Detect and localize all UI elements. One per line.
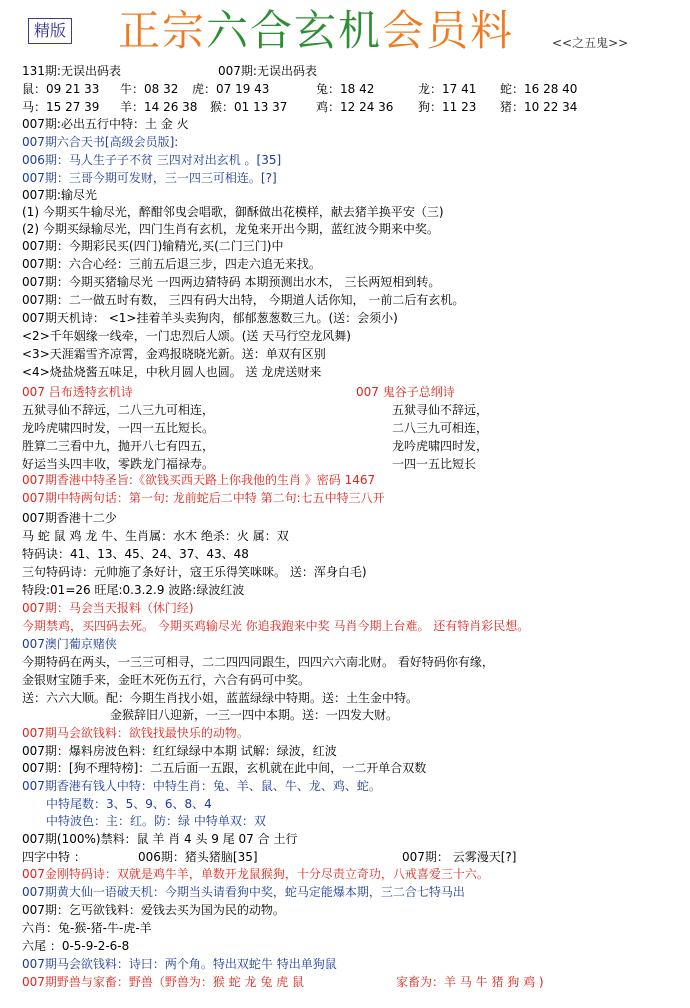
tianji-poem-3: <3>天涯霜雪齐凉霄，金鸡报晓晓光新。送：单双有区别 [22,347,326,361]
yeshou-line: 007期野兽与家畜：野兽（野兽为：猴 蛇 龙 兔 虎 鼠 [22,975,304,989]
macau-line-2: 金银财宝随手来，金旺木死伤五行，六合有码可中奖。 [22,673,311,687]
tianji-poem-2: <2>千年姻缘一线牵，一门忠烈后人颂。(送 天马行空龙风舞) [22,329,351,343]
wuxing-line: 007期:必出五行中特：土 金 火 [22,117,189,131]
lvbu-line: 五狱寻仙不辞远，二八三九可相连， [22,403,215,417]
yuqian-line: 007期马会欲钱料：欲钱找最快乐的动物。 [22,726,249,740]
qigai-line: 007期：乞丐欲钱料：爱钱去买为国为民的动物。 [22,903,285,917]
lvbu-heading: 007 吕布透特玄机诗 [22,385,133,399]
teduan-line: 特段:01=26 旺尾:0.3.2.9 波路:绿波红波 [22,583,245,597]
jinliao-line: 007期(100%)禁料：鼠 羊 肖 4 头 9 尾 07 合 土行 [22,832,298,846]
boseliao-line: 007期：爆料房波色料：红红绿绿中本期 试解：绿波，红波 [22,744,337,758]
title-part-c: 会员料 [382,6,515,55]
lvbu-line: 好运当头四丰收，零跌龙门福禄寿。 [22,457,215,471]
sizi-007: 007期： 云雾漫天[?] [402,850,517,864]
zodiac-cell: 猪：10 22 34 [500,100,578,114]
two-sentences: 007期中特两句话：第一句: 龙前蛇后二中特 第二句:七五中特三八开 [22,491,385,505]
zodiac-cell: 虎：07 19 43 [192,82,270,96]
macau-line-4: 金猴辞旧八迎新，一三一四中本期。送：一四发大财。 [110,708,399,722]
huangdaxian-line: 007期黄大仙一语破天机：今期当头请看狗中奖，蛇马定能爆本期，三二合七特马出 [22,885,465,899]
zodiac-cell: 兔：18 42 [316,82,375,96]
goubuli-line: 007期：[狗不理特榜]：二五后面一五跟，玄机就在此中间，一二开单合双数 [22,761,427,775]
guiguzi-heading: 007 鬼谷子总纲诗 [356,385,455,399]
macau-line-3: 送：六六大顺。配：今期生肖找小姐，蓝蓝绿绿中特期。送：土生金中特。 [22,691,419,705]
jiachu-line: 家畜为：羊 马 牛 猪 狗 鸡 ) [396,975,544,989]
guiguzi-line: 一四一五比短长 [392,457,477,471]
signature: <<之五鬼>> [552,36,629,50]
zodiac-cell: 羊：14 26 38 [120,100,198,114]
tema-jue: 特码诀：41、13、45、24、37、43、48 [22,547,249,561]
zhu-line: 007期：今期买猪输尽光 一四两边猜特码 本期预测出水木， 三长两短相到转。 [22,275,441,289]
sizi-label: 四字中特 ： [22,850,86,864]
title-part-b: 六合玄机 [206,6,383,55]
guiguzi-line: 二八三九可相连， [392,421,489,435]
mahui-poem-line: 007期马会欲钱料：诗曰：两个角。特出双蛇牛 特出单狗鼠 [22,957,337,971]
tianshu-007: 007期：三哥今期可发财，三一四三可相连。[?] [22,171,277,185]
zodiac-cell: 马：15 27 39 [22,100,100,114]
zodiac-table-title-right: 007期:无误出码表 [218,64,317,78]
youqianren-line: 007期香港有钱人中特：中特生肖：兔、羊、鼠、牛、龙、鸡、蛇。 [22,779,381,793]
guiguzi-line: 龙吟虎啸四时发， [392,439,489,453]
shujinguang-heading: 007期:输尽光 [22,188,97,202]
tianshu-006: 006期：马人生子子不贫 三四对对出玄机 。[35] [22,153,282,167]
shujinguang-1: (1) 今期买牛输尽光，醉酣邻曳会唱歌，御酥做出花模样，献去猪羊换平安（三) [22,205,444,219]
liuxiao-line: 六肖：兔-猴-猪-牛-虎-羊 [22,921,152,935]
liuhe-xinjing: 007期：六合心经：三前五后退三步，四走六追无来找。 [22,257,321,271]
zodiac-cell: 鼠：09 21 33 [22,82,100,96]
macau-line-1: 今期特码在两头，一三三可相寻，二二四四同跟生，四四六六南北财。 看好特码你有缘， [22,655,494,669]
hk-twelve-zodiacs: 马 蛇 鼠 鸡 龙 牛、生肖属：水木 绝杀：火 属：双 [22,529,289,543]
jingang-poem: 007金刚特码诗：双就是鸡牛羊，单数开龙鼠猴狗，十分尽责立奇功，八戒喜爱三十六。 [22,867,489,881]
sanju-poem: 三句特码诗：元帅施了条好计，寇王乐得笑咪咪。 送：浑身白毛) [22,565,367,579]
zodiac-cell: 牛：08 32 [120,82,179,96]
hk-twelve-heading: 007期香港十二少 [22,511,117,525]
zodiac-table-title-left: 131期:无误出码表 [22,64,121,78]
lvbu-line: 胜算二三看中九，抛开八七有四五， [22,439,215,453]
shujinguang-2: (2) 今期买绿输尽光，四门生肖有玄机，龙兔来开出今期，蓝红波今期来中奖。 [22,222,439,236]
zodiac-cell: 猴：01 13 37 [210,100,288,114]
tail-numbers: 中特尾数：3、5、9、6、8、4 [46,797,212,811]
lvbu-line: 龙吟虎啸四时发，一四一五比短长。 [22,421,215,435]
hk-shengzhi: 007期香港中特圣旨:《欲钱买西天路上你我他的生肖 》密码 1467 [22,473,376,487]
tianshu-heading: 007期六合天书[高级会员版]: [22,135,179,149]
mahui-content: 今期禁鸡，买四码去死。 今期买鸡输尽光 你追我跑来中奖 马肖今期上台难。 还有特肖彩民想。 [22,619,530,633]
caimin-line: 007期：今期彩民买(四门)输精光,买(二门三门)中 [22,239,284,253]
tianji-poem-4: <4>烧盐烧酱五味足，中秋月圆人也圆。 送 龙虎送财来 [22,365,322,379]
wushi-line: 007期：二一做五时有数， 三四有码大出特， 今期道人话你知， 一前二后有玄机。 [22,293,465,307]
badge-jingban: 精版 [28,18,72,44]
macau-heading: 007澳门葡京赌侠 [22,637,117,651]
tianji-poem-1: 007期天机诗： <1>挂着羊头卖狗肉，郁郁葱葱数三九。(送：会须小) [22,311,398,325]
zodiac-cell: 狗：11 23 [418,100,477,114]
zodiac-cell: 鸡：12 24 36 [316,100,394,114]
mahui-heading: 007期：马会当天报料（休门经) [22,601,194,615]
wave-color: 中特波色：主：红。防：绿 中特单双：双 [46,814,266,828]
page-title [118,4,514,58]
zodiac-cell: 蛇：16 28 40 [500,82,578,96]
title-part-a: 正宗 [118,6,207,55]
sizi-006: 006期：猪头猪脑[35] [138,850,258,864]
liuwei-line: 六尾 ：0-5-9-2-6-8 [22,939,130,953]
guiguzi-line: 五狱寻仙不辞远， [392,403,489,417]
zodiac-cell: 龙：17 41 [418,82,477,96]
